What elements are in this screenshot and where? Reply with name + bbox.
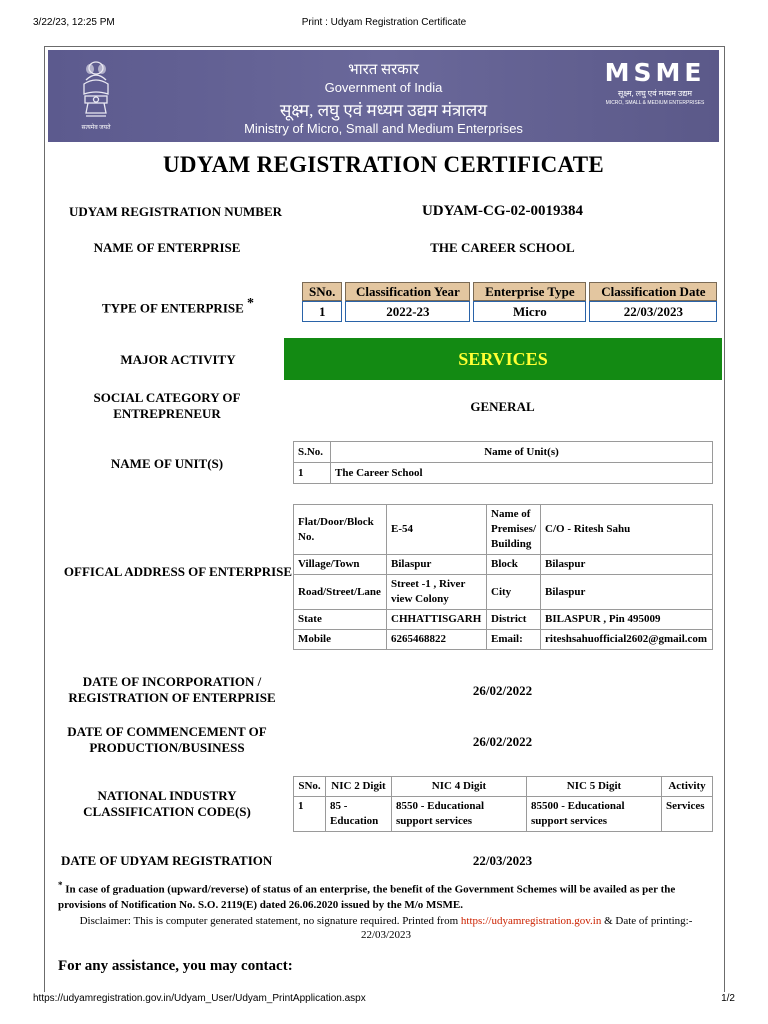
table-header: Enterprise Type	[473, 282, 586, 301]
print-header	[0, 17, 768, 33]
block-label: Block	[487, 555, 541, 575]
social-category-label: SOCIAL CATEGORY OF ENTREPRENEUR	[93, 390, 241, 421]
disclaimer-text: Disclaimer: This is computer generated statement, no signature required. Printed from	[79, 915, 459, 927]
table-header: Classification Date	[589, 282, 717, 301]
premises-label: Name of Premises/ Building	[487, 505, 541, 555]
table-header-row	[302, 282, 717, 301]
emblem-caption: सत्यमेव जयते	[81, 125, 111, 131]
table-row	[294, 630, 713, 650]
table-cell: The Career School	[331, 463, 713, 484]
state-label: State	[294, 610, 387, 630]
enterprise-type-label-text: TYPE OF ENTERPRISE	[101, 300, 244, 316]
table-row	[294, 555, 713, 575]
certificate-title: UDYAM REGISTRATION CERTIFICATE	[162, 152, 604, 177]
table-row	[294, 797, 713, 832]
table-header: NIC 5 Digit	[527, 777, 662, 797]
table-cell: 85500 - Educational support services	[527, 797, 662, 832]
table-cell: Services	[662, 797, 713, 832]
table-header: NIC 2 Digit	[326, 777, 392, 797]
print-title: Print : Udyam Registration Certificate	[301, 17, 467, 28]
msme-logo-subtitle: MICRO, SMALL & MEDIUM ENTERPRISES	[605, 100, 705, 106]
page-number: 1/2	[721, 993, 735, 1004]
table-header-row	[294, 777, 713, 797]
table-cell: 1	[294, 797, 326, 832]
city-value: Bilaspur	[541, 575, 713, 610]
village-value: Bilaspur	[387, 555, 487, 575]
flat-label: Flat/Door/Block No.	[294, 505, 387, 555]
msme-logo-hindi: सूक्ष्म, लघु एवं मध्यम उद्यम	[617, 89, 693, 98]
enterprise-type-label	[58, 296, 298, 316]
road-label: Road/Street/Lane	[294, 575, 387, 610]
mobile-label: Mobile	[294, 630, 387, 650]
table-header: S.No.	[294, 442, 331, 463]
disclaimer-suffix: & Date of printing:-	[604, 915, 693, 927]
page-url: https://udyamregistration.gov.in/Udyam_User/Udyam_PrintApplication.aspx	[33, 993, 366, 1004]
udyam-website-link[interactable]: https://udyamregistration.gov.in	[460, 915, 602, 927]
government-title: Government of India	[324, 80, 443, 95]
disclaimer	[58, 914, 714, 942]
table-cell: 8550 - Educational support services	[392, 797, 527, 832]
hindi-government-title: भारत सरकार	[348, 62, 419, 78]
assistance-heading: For any assistance, you may contact:	[58, 958, 293, 974]
print-footer	[0, 993, 768, 1009]
registration-number-label: UDYAM REGISTRATION NUMBER	[68, 204, 283, 219]
udyam-date-label: DATE OF UDYAM REGISTRATION	[61, 853, 273, 868]
table-header: Activity	[662, 777, 713, 797]
mobile-value: 6265468822	[387, 630, 487, 650]
state-value: CHHATTISGARH	[387, 610, 487, 630]
enterprise-name: THE CAREER SCHOOL	[430, 240, 575, 255]
table-row	[294, 610, 713, 630]
table-header: Name of Unit(s)	[331, 442, 713, 463]
nic-label: NATIONAL INDUSTRY CLASSIFICATION CODE(S)	[83, 788, 251, 819]
table-header: SNo.	[302, 282, 342, 301]
units-label: NAME OF UNIT(S)	[110, 456, 224, 471]
table-cell: 22/03/2023	[589, 301, 717, 322]
msme-logo-text: MSME	[604, 58, 706, 87]
block-value: Bilaspur	[541, 555, 713, 575]
table-row	[294, 505, 713, 555]
government-banner	[48, 50, 719, 142]
table-cell: 1	[302, 301, 342, 322]
table-header: NIC 4 Digit	[392, 777, 527, 797]
registration-number: UDYAM-CG-02-0019384	[421, 203, 584, 219]
road-value: Street -1 , River view Colony	[387, 575, 487, 610]
major-activity-value: SERVICES	[284, 338, 722, 380]
msme-logo	[600, 60, 710, 106]
table-header-row	[294, 442, 713, 463]
table-cell: Micro	[473, 301, 586, 322]
email-value: riteshsahuofficial2602@gmail.com	[541, 630, 713, 650]
nic-table	[293, 776, 713, 832]
village-label: Village/Town	[294, 555, 387, 575]
note-text: In case of graduation (upward/reverse) of status of an enterprise, the benefit of the Government Schemes will be availed as per the provisions of Notification No. S.O. 2119(E) dated 26.06.2020 issued by the M/o MSME.	[58, 883, 676, 911]
table-row	[302, 301, 717, 322]
note-asterisk: *	[58, 880, 63, 890]
hindi-ministry-title: सूक्ष्म, लघु एवं मध्यम उद्यम मंत्रालय	[279, 101, 488, 120]
enterprise-name-label: NAME OF ENTERPRISE	[93, 240, 241, 255]
district-value: BILASPUR , Pin 495009	[541, 610, 713, 630]
table-cell: 2022-23	[345, 301, 470, 322]
table-cell: 85 - Education	[326, 797, 392, 832]
incorporation-date: 26/02/2022	[472, 683, 533, 698]
address-label: OFFICAL ADDRESS OF ENTERPRISE	[63, 564, 293, 579]
table-cell: 1	[294, 463, 331, 484]
table-row	[294, 575, 713, 610]
major-activity-label: MAJOR ACTIVITY	[120, 352, 236, 367]
graduation-note	[58, 878, 714, 913]
units-table	[293, 441, 713, 484]
city-label: City	[487, 575, 541, 610]
commencement-date: 26/02/2022	[472, 734, 533, 749]
incorporation-label: DATE OF INCORPORATION / REGISTRATION OF ENTERPRISE	[68, 674, 276, 705]
district-label: District	[487, 610, 541, 630]
table-header: Classification Year	[345, 282, 470, 301]
commencement-label: DATE OF COMMENCEMENT OF PRODUCTION/BUSINESS	[67, 724, 267, 755]
flat-value: E-54	[387, 505, 487, 555]
udyam-date: 22/03/2023	[472, 853, 533, 868]
print-date: 22/03/2023	[360, 929, 412, 941]
ministry-title: Ministry of Micro, Small and Medium Enterprises	[244, 121, 523, 136]
address-table	[293, 504, 713, 650]
premises-value: C/O - Ritesh Sahu	[541, 505, 713, 555]
social-category-value: GENERAL	[470, 399, 535, 414]
table-row	[294, 463, 713, 484]
email-label: Email:	[487, 630, 541, 650]
classification-table	[299, 282, 720, 322]
enterprise-type-asterisk: *	[247, 296, 255, 311]
print-timestamp: 3/22/23, 12:25 PM	[33, 17, 115, 28]
table-header: SNo.	[294, 777, 326, 797]
